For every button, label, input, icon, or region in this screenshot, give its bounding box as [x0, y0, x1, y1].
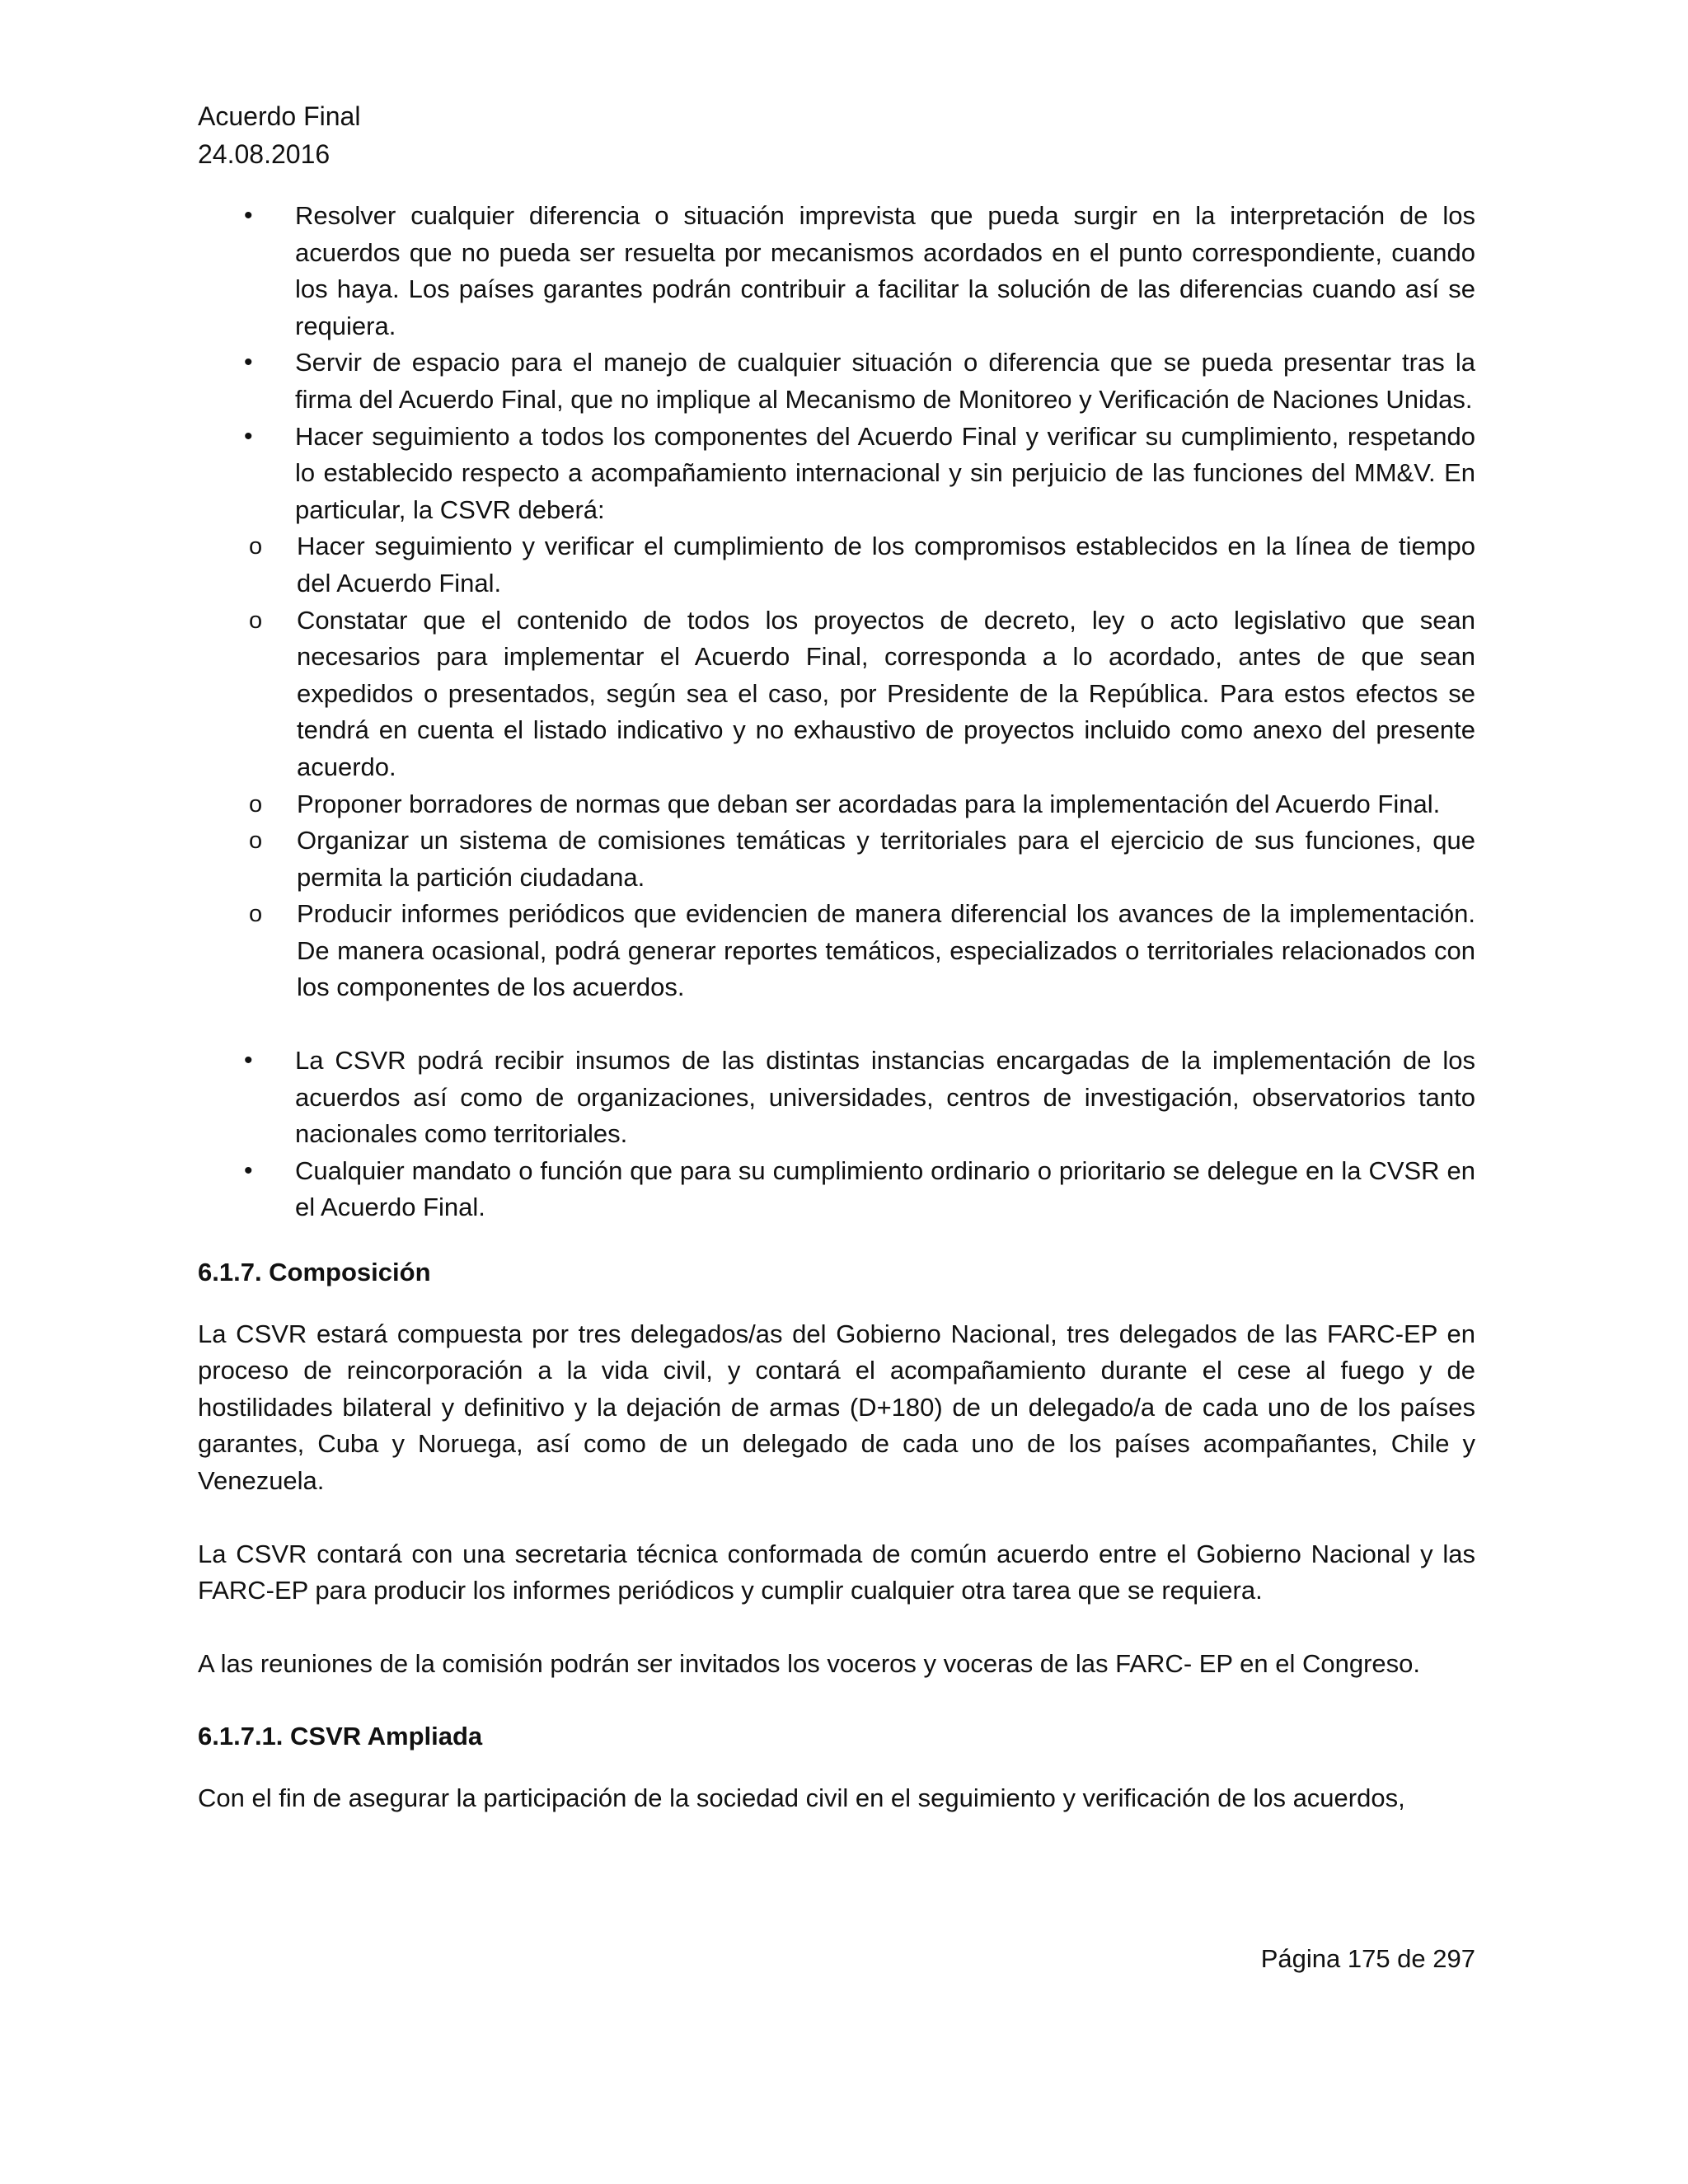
sub-list-item-text: Producir informes periódicos que evidencien de manera diferencial los avances de la implementación. De manera ocasional, podrá generar reportes temáticos, especializados o territoriales relacionados con los componentes de los acuerdos.: [297, 899, 1475, 1002]
sub-list-item: [198, 602, 1475, 786]
bullet-marker: •: [244, 1047, 253, 1075]
list-item: [198, 1043, 1475, 1153]
list-item: [198, 1153, 1475, 1226]
sub-list-item-text: Proponer borradores de normas que deban ser acordadas para la implementación del Acuerdo Final.: [297, 789, 1441, 818]
bullet-marker: •: [244, 349, 253, 377]
bullet-marker: •: [244, 202, 253, 229]
spacer: [198, 1006, 1475, 1043]
sub-list-item: [198, 896, 1475, 1006]
list-item-text: Hacer seguimiento a todos los componentes del Acuerdo Final y verificar su cumplimiento, respetando lo establecido respecto a acompañamiento internacional y sin perjuicio de las funciones del MM&V. En particular, la CSVR deberá:: [295, 421, 1475, 524]
sub-list-item-text: Organizar un sistema de comisiones temáticas y territoriales para el ejercicio de sus funciones, que permita la partición ciudadana.: [297, 826, 1475, 892]
section-heading-composicion: 6.1.7. Composición: [198, 1258, 431, 1287]
list-item: [198, 419, 1475, 529]
list-item-text: Servir de espacio para el manejo de cualquier situación o diferencia que se pueda presentar tras la firma del Acuerdo Final, que no implique al Mecanismo de Monitoreo y Verificación de Naciones Unidas.: [295, 348, 1475, 414]
bullet-marker: •: [244, 1156, 253, 1184]
list-item: [198, 344, 1475, 418]
sub-list-item: [198, 528, 1475, 602]
header-date: 24.08.2016: [198, 139, 331, 169]
page-number: Página 175 de 297: [1260, 1944, 1475, 1973]
sub-bullet-marker: o: [249, 790, 263, 818]
paragraph: La CSVR contará con una secretaria técnica conformada de común acuerdo entre el Gobierno Nacional y las FARC-EP para producir los informes periódicos y cumplir cualquier otra tarea que se requiera.: [198, 1539, 1475, 1605]
list-item-text: Resolver cualquier diferencia o situación imprevista que pueda surgir en la interpretación de los acuerdos que no pueda ser resuelta por mecanismos acordados en el punto correspondiente, cuando los haya. Los países garantes podrán contribuir a facilitar la solución de las diferencias cuando así se requiera.: [295, 201, 1475, 340]
page-body: [198, 198, 1475, 1854]
sub-bullet-marker: o: [249, 827, 263, 855]
sub-list-item-text: Hacer seguimiento y verificar el cumplimiento de los compromisos establecidos en la línea de tiempo del Acuerdo Final.: [297, 532, 1475, 598]
page-header: [198, 97, 360, 173]
section-heading-csvr-ampliada: 6.1.7.1. CSVR Ampliada: [198, 1722, 483, 1751]
bullet-list-bottom: [198, 1043, 1475, 1226]
paragraph: A las reuniones de la comisión podrán ser invitados los voceros y voceras de las FARC- EP en el Congreso.: [198, 1648, 1421, 1678]
sub-list-item: [198, 786, 1475, 823]
list-item-text: Cualquier mandato o función que para su cumplimiento ordinario o prioritario se delegue en la CVSR en el Acuerdo Final.: [295, 1155, 1475, 1222]
list-item: [198, 198, 1475, 344]
paragraph: La CSVR estará compuesta por tres delegados/as del Gobierno Nacional, tres delegados de las FARC-EP en proceso de reincorporación a la vida civil, y contará el acompañamiento durante el cese al fuego y de hostilidades bilateral y definitivo y la dejación de armas (D+180) de un delegado/a de cada uno de los países garantes, Cuba y Noruega, así como de un delegado de cada uno de los países acompañantes, Chile y Venezuela.: [198, 1319, 1475, 1495]
sub-list-item-text: Constatar que el contenido de todos los proyectos de decreto, ley o acto legislativo que sean necesarios para implementar el Acuerdo Final, corresponda a lo acordado, antes de que sean expedidos o presentados, según sea el caso, por Presidente de la República. Para estos efectos se tendrá en cuenta el listado indicativo y no exhaustivo de proyectos incluido como anexo del presente acuerdo.: [297, 605, 1475, 781]
sub-bullet-marker: o: [249, 607, 263, 634]
paragraph: Con el fin de asegurar la participación de la sociedad civil en el seguimiento y verificación de los acuerdos,: [198, 1783, 1405, 1812]
bullet-list-top: [198, 198, 1475, 528]
list-item-text: La CSVR podrá recibir insumos de las distintas instancias encargadas de la implementación de los acuerdos así como de organizaciones, universidades, centros de investigación, observatorios tanto nacionales como territoriales.: [295, 1046, 1475, 1149]
sub-bullet-marker: o: [249, 901, 263, 928]
sub-list-item: [198, 823, 1475, 896]
header-title: Acuerdo Final: [198, 101, 361, 131]
sub-bullet-list: [198, 528, 1475, 1006]
sub-bullet-marker: o: [249, 533, 263, 560]
bullet-marker: •: [244, 422, 253, 450]
